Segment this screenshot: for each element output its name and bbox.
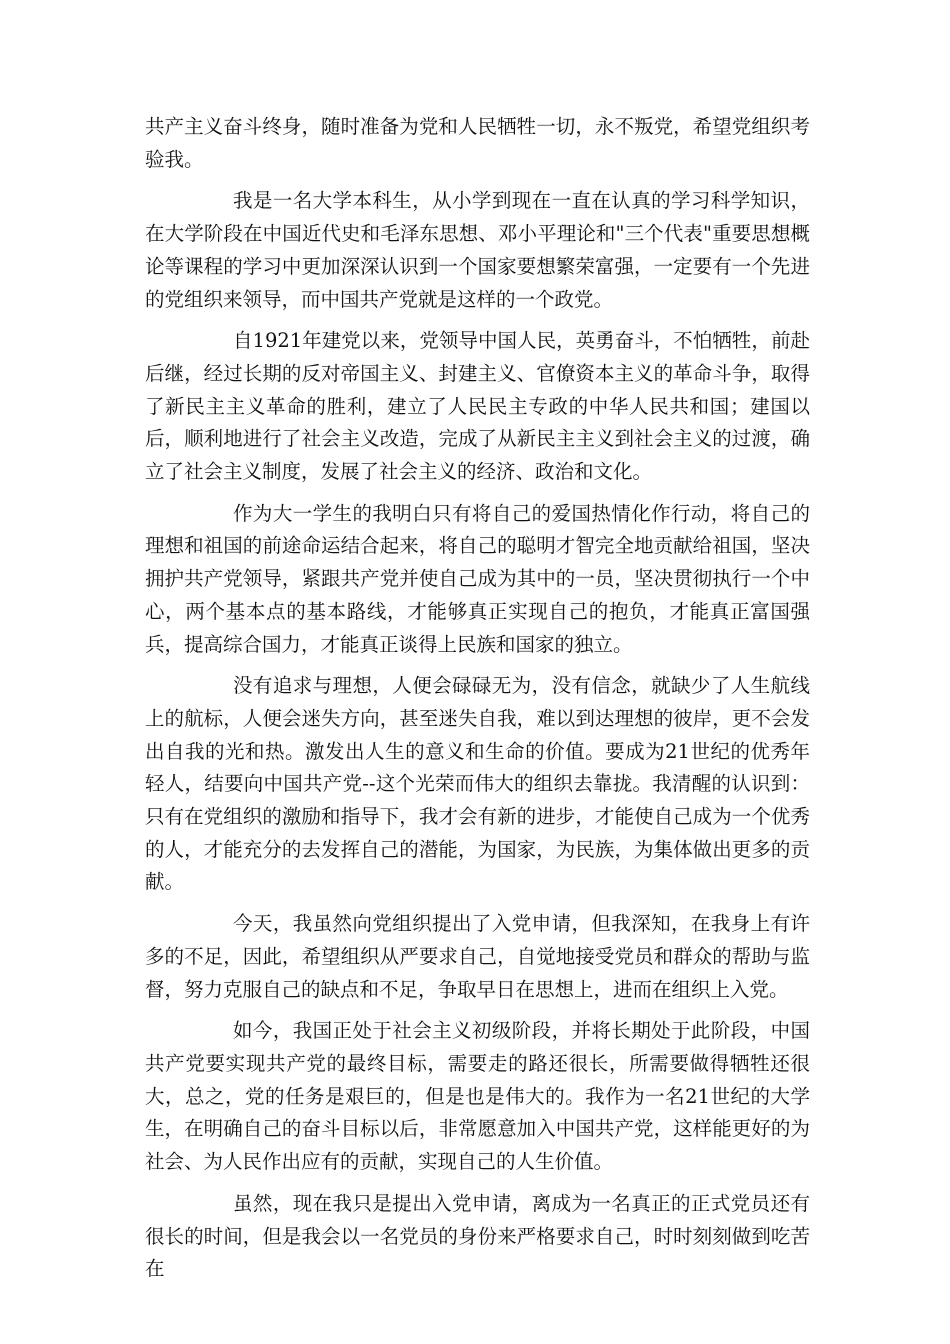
paragraph-7: 如今，我国正处于社会主义初级阶段，并将长期处于此阶段，中国共产党要实现共产党的最终目标，需要走的路还很长，所需要做得牺牲还很大，总之，党的任务是艰巨的，但是也是伟大的。我作为一名21世纪的大学生，在明确自己的奋斗目标以后，非常愿意加入中国共产党，这样能更好的为社会、为人民作出应有的贡献，实现自己的人生价值。 <box>145 1019 810 1174</box>
paragraph-gap <box>145 316 810 325</box>
paragraph-4: 作为大一学生的我明白只有将自己的爱国热情化作行动，将自己的理想和祖国的前途命运结合起来，将自己的聪明才智完全地贡献给祖国，坚决拥护共产党领导，紧跟共产党并使自己成为其中的一员，坚决贯彻执行一个中心，两个基本点的基本路线，才能够真正实现自己的抱负，才能真正富国强兵，提高综合国力，才能真正谈得上民族和国家的独立。 <box>145 501 810 656</box>
paragraph-3: 自1921年建党以来，党领导中国人民，英勇奋斗，不怕牺牲，前赴后继，经过长期的反对帝国主义、封建主义、官僚资本主义的革命斗争，取得了新民主主义革命的胜利，建立了人民民主专政的中华人民共和国；建国以后，顺利地进行了社会主义改造，完成了从新民主主义到社会主义的过渡，确立了社会主义制度，发展了社会主义的经济、政治和文化。 <box>145 329 810 484</box>
paragraph-gap <box>145 489 810 498</box>
paragraph-gap <box>145 899 810 908</box>
paragraph-8: 虽然，现在我只是提出入党申请，离成为一名真正的正式党员还有很长的时间，但是我会以一名党员的身份来严格要求自己，时时刻刻做到吃苦在 <box>145 1191 810 1281</box>
paragraph-1: 共产主义奋斗终身，随时准备为党和人民牺牲一切，永不叛党，希望党组织考验我。 <box>145 115 810 171</box>
document-body <box>145 111 810 1286</box>
paragraph-gap <box>145 1006 810 1015</box>
paragraph-gap <box>145 1179 810 1188</box>
paragraph-5: 没有追求与理想，人便会碌碌无为，没有信念，就缺少了人生航线上的航标，人便会迷失方向，甚至迷失自我，难以到达理想的彼岸，更不会发出自我的光和热。激发出人生的意义和生命的价值。要成为21世纪的优秀年轻人，结要向中国共产党--这个光荣而伟大的组织去靠拢。我清醒的认识到：只有在党组织的激励和指导下，我才会有新的进步，才能使自己成为一个优秀的人，才能充分的去发挥自己的潜能，为国家，为民族，为集体做出更多的贡献。 <box>145 674 810 894</box>
paragraph-gap <box>145 176 810 185</box>
paragraph-2: 我是一名大学本科生，从小学到现在一直在认真的学习科学知识，在大学阶段在中国近代史和毛泽东思想、邓小平理论和"三个代表"重要思想概论等课程的学习中更加深深认识到一个国家要想繁荣富强，一定要有一个先进的党组织来领导，而中国共产党就是这样的一个政党。 <box>145 189 810 311</box>
paragraph-6: 今天，我虽然向党组织提出了入党申请，但我深知，在我身上有许多的不足，因此，希望组织从严要求自己，自觉地接受党员和群众的帮助与监督，努力克服自己的缺点和不足，争取早日在思想上，进而在组织上入党。 <box>145 912 810 1001</box>
paragraph-gap <box>145 661 810 670</box>
